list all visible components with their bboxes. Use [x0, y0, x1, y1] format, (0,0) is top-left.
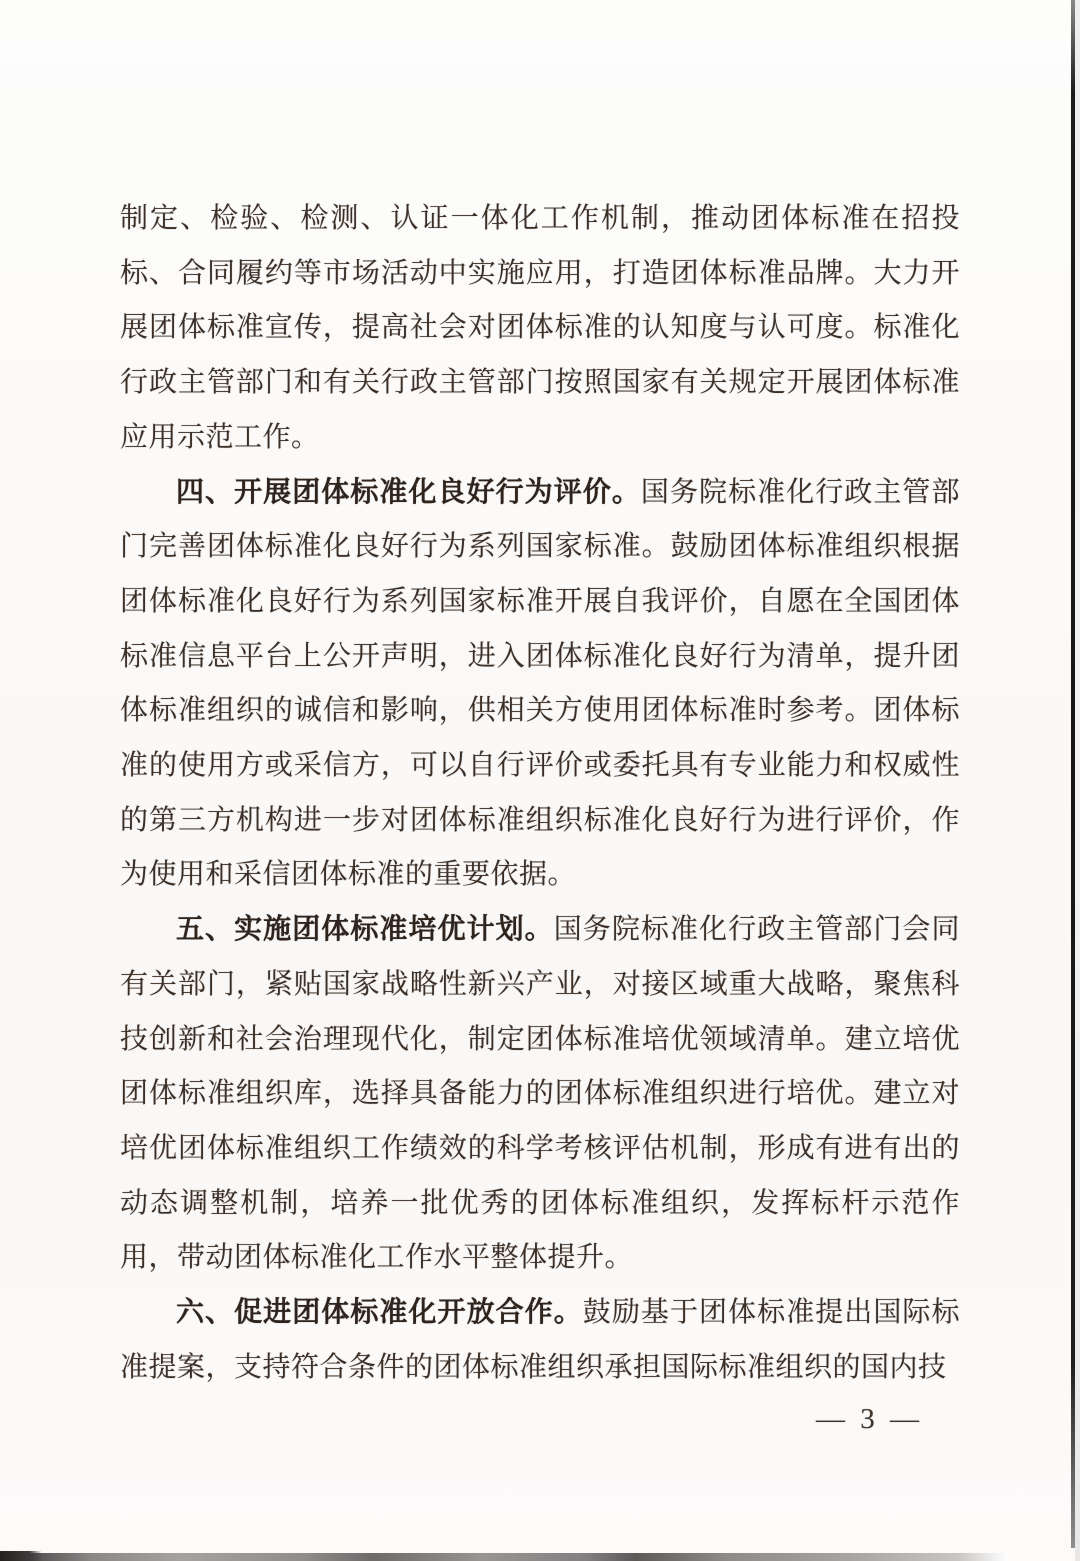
- scan-bottom-edge: [0, 1553, 1008, 1561]
- scan-bottom-corner: [0, 1551, 42, 1561]
- scan-edge-line: [1071, 0, 1075, 1548]
- section-heading: 五、实施团体标准培优计划。: [176, 914, 554, 946]
- paragraph-text: 国务院标准化行政主管部门会同有关部门，紧贴国家战略性新兴产业，对接区域重大战略，聚焦科技创新和社会治理现代化，制定团体标准培优领域清单。建立培优团体标准组织库，选择具备能力的团体标准组织进行培优。建立对培优团体标准组织工作绩效的科学考核评估机制，形成有进有出的动态调整机制，培养一批优秀的团体标准组织，发挥标杆示范作用，带动团体标准化工作水平整体提升。: [120, 914, 960, 1274]
- page-number: — 3 —: [816, 1403, 923, 1435]
- scan-right-shade: [1075, 0, 1080, 1561]
- document-body: [120, 192, 960, 1395]
- paragraph-text: 制定、检验、检测、认证一体化工作机制，推动团体标准在招投标、合同履约等市场活动中实施应用，打造团体标准品牌。大力开展团体标准宣传，提高社会对团体标准的认知度与认可度。标准化行政主管部门和有关行政主管部门按照国家有关规定开展团体标准应用示范工作。: [120, 203, 960, 453]
- section-heading: 四、开展团体标准化良好行为评价。: [176, 476, 641, 508]
- paragraph-section-5: [120, 903, 960, 1286]
- paragraph-continuation: [120, 192, 960, 466]
- paragraph-text: 国务院标准化行政主管部门完善团体标准化良好行为系列国家标准。鼓励团体标准组织根据团体标准化良好行为系列国家标准开展自我评价，自愿在全国团体标准信息平台上公开声明，进入团体标准化良好行为清单，提升团体标准组织的诚信和影响，供相关方使用团体标准时参考。团体标准的使用方或采信方，可以自行评价或委托具有专业能力和权威性的第三方机构进一步对团体标准组织标准化良好行为进行评价，作为使用和采信团体标准的重要依据。: [120, 476, 960, 891]
- paragraph-text: 鼓励基于团体标准提出国际标准提案，支持符合条件的团体标准组织承担国际标准组织的国内技: [120, 1297, 960, 1383]
- paragraph-section-6: [120, 1286, 960, 1395]
- section-heading: 六、促进团体标准化开放合作。: [176, 1297, 583, 1329]
- paragraph-section-4: [120, 466, 960, 904]
